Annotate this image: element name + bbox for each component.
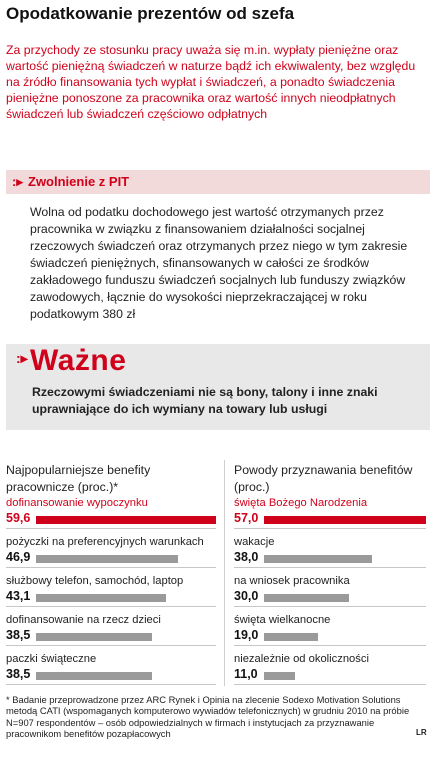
right-category-label: niezależnie od okoliczności	[234, 653, 369, 665]
left-baseline	[6, 528, 216, 529]
right-category-label: święta Bożego Narodzenia	[234, 497, 368, 509]
intro-text: Za przychody ze stosunku pracy uważa się m.in. wypłaty pieniężne oraz wartość pieniężną świadczeń w naturze bądź ich ekwiwalenty, bez względu na źródło finansowania tych wypłat i świadczeń, a ponadto świadczenia pieniężne ponoszone za pracownika oraz wartość innych nieodpłatnych świadczeń lub świadczeń częściowo odpłatnych	[6, 43, 416, 121]
right-bar	[264, 594, 349, 602]
right-bar	[264, 633, 318, 641]
right-value-label: 30,0	[234, 589, 259, 603]
pit-title: Zwolnienie z PIT	[28, 174, 130, 189]
left-category-label: paczki świąteczne	[6, 653, 97, 665]
right-bar	[264, 555, 372, 563]
page-title: Opodatkowanie prezentów od szefa	[6, 4, 295, 23]
left-baseline	[6, 606, 216, 607]
left-value-label: 38,5	[6, 628, 31, 642]
left-value-label: 38,5	[6, 667, 31, 681]
footnote: * Badanie przeprowadzone przez ARC Rynek i Opinia na zlecenie Sodexo Motivation Solutions metodą CATI (wspomaganych komputerowo wywiadów telefonicznych) w grudniu 2010 na próbie N=907 respondentów – osób odpowiedzialnych w firmach i instytucjach za przyznawanie pracownikom benefitów pozapłacowych	[6, 694, 410, 740]
pit-header	[6, 170, 430, 194]
arrow-icon: :▸	[12, 174, 23, 189]
chart-right-title: Powody przyznawania benefitów (proc.)	[234, 463, 413, 494]
right-baseline	[234, 645, 426, 646]
left-category-label: dofinansowanie na rzecz dzieci	[6, 614, 161, 626]
left-category-label: pożyczki na preferencyjnych warunkach	[6, 536, 204, 548]
arrow-icon: :▸	[16, 350, 28, 366]
left-value-label: 59,6	[6, 511, 31, 525]
pit-text: Wolna od podatku dochodowego jest wartość otrzymanych przez pracownika w związku z finansowaniem działalności socjalnej rzeczowych świadczeń oraz otrzymanych przez niego w tym zakresie świadczeń pieniężnych, sfinansowanych w całości ze środków zakładowego funduszu świadczeń socjalnych lub funduszy związków zawodowych, łącznie do wysokości nieprzekraczającej w roku podatkowym 380 zł	[30, 205, 408, 321]
left-value-label: 46,9	[6, 550, 31, 564]
left-bar	[36, 672, 152, 680]
left-category-label: dofinansowanie wypoczynku	[6, 497, 148, 509]
credit: LR	[416, 728, 427, 737]
left-bar	[36, 594, 166, 602]
divider	[224, 460, 225, 686]
right-value-label: 38,0	[234, 550, 259, 564]
left-baseline	[6, 645, 216, 646]
right-value-label: 19,0	[234, 628, 259, 642]
chart-left-title: Najpopularniejsze benefity pracownicze (proc.)*	[6, 463, 151, 494]
right-baseline	[234, 606, 426, 607]
right-baseline	[234, 567, 426, 568]
important-text: Rzeczowymi świadczeniami nie są bony, talony i inne znaki uprawniające do ich wymiany na towary lub usługi	[32, 385, 378, 416]
right-category-label: święta wielkanocne	[234, 614, 331, 626]
important-box	[6, 344, 430, 430]
right-bar	[264, 516, 426, 524]
right-category-label: na wniosek pracownika	[234, 575, 350, 587]
left-bar	[36, 516, 216, 524]
right-baseline	[234, 528, 426, 529]
right-bar	[264, 672, 295, 680]
right-value-label: 11,0	[234, 667, 258, 681]
important-title: Ważne	[30, 344, 127, 377]
left-baseline	[6, 567, 216, 568]
left-bar	[36, 633, 152, 641]
right-value-label: 57,0	[234, 511, 259, 525]
left-value-label: 43,1	[6, 589, 31, 603]
left-bar	[36, 555, 178, 563]
right-category-label: wakacje	[234, 536, 275, 548]
left-category-label: służbowy telefon, samochód, laptop	[6, 575, 184, 587]
left-baseline	[6, 684, 216, 685]
right-baseline	[234, 684, 426, 685]
